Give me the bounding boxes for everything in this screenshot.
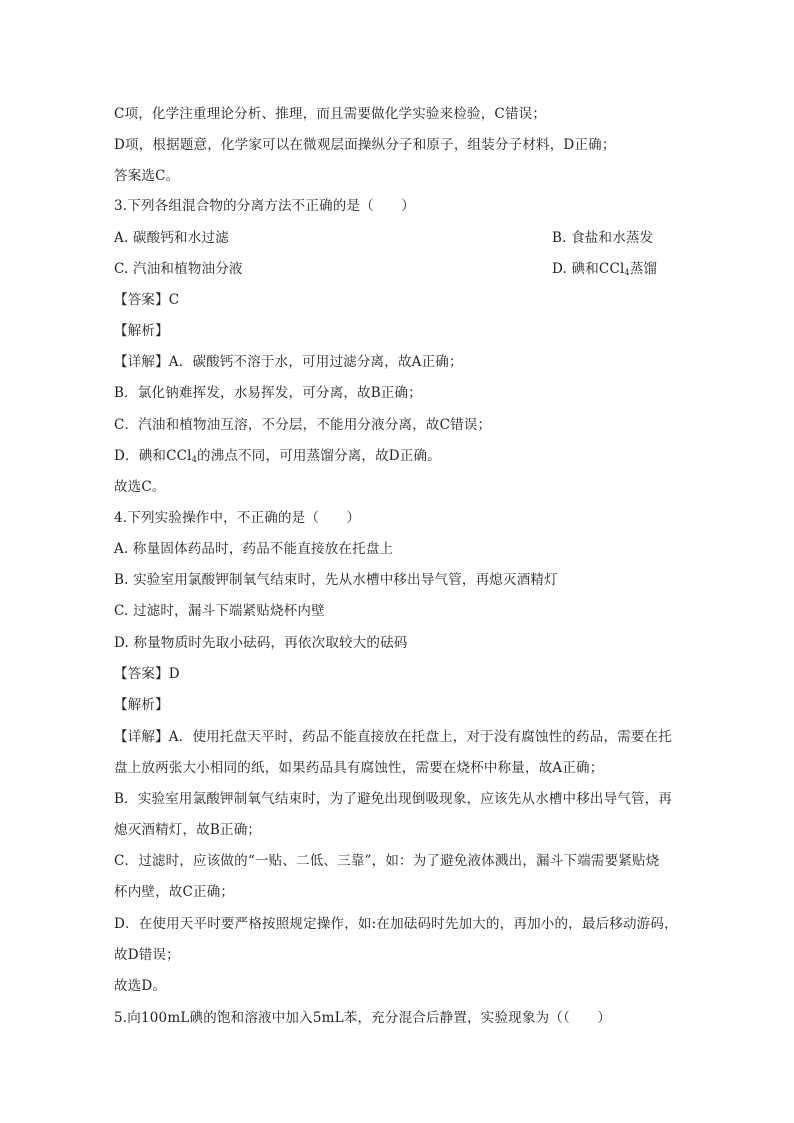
q4-stem: 4.下列实验操作中，不正确的是（ ） [114, 510, 361, 526]
q4-detail-a-line-1: 【详解】A．使用托盘天平时，药品不能直接放在托盘上，对于没有腐蚀性的药品，需要在托 [114, 729, 672, 745]
q3-detail-d [114, 446, 694, 470]
prev-answer-c-line: C项，化学注重理论分析、推理，而且需要做化学实验来检验，C错误； [114, 106, 547, 122]
q4-option-d: D. 称量物质时先取小砝码，再依次取较大的砝码 [114, 635, 408, 651]
q3-option-d [552, 259, 657, 283]
q4-detail-a-line-2: 盘上放两张大小相同的纸，如果药品具有腐蚀性，需要在烧杯中称量，故A正确； [114, 760, 604, 776]
q3-stem: 3.下列各组混合物的分离方法不正确的是（ ） [114, 198, 415, 214]
q4-answer: 【答案】D [114, 666, 180, 682]
q4-detail-c-line-2: 杯内壁，故C正确； [114, 884, 235, 900]
q4-detail-b-line-2: 熄灭酒精灯，故B正确； [114, 822, 262, 838]
q3-option-d-text: D. 碘和CCl [552, 261, 625, 277]
q3-detail-d-rest: 的沸点不同，可用蒸馏分离，故D正确。 [197, 448, 441, 464]
q4-conclusion: 故选D。 [114, 978, 167, 994]
q3-option-d-method: 蒸馏 [629, 261, 658, 277]
prev-answer-d-line: D项，根据题意，化学家可以在微观层面操纵分子和原子，组装分子材料，D正确； [114, 137, 616, 153]
q4-detail-d-line-2: 故D错误； [114, 947, 180, 963]
q3-option-c: C. 汽油和植物油分液 [114, 261, 243, 277]
q3-option-a: A. 碳酸钙和水过滤 [114, 230, 229, 246]
q3-detail-a: 【详解】A．碳酸钙不溶于水，可用过滤分离，故A正确； [114, 354, 463, 370]
q4-option-c: C. 过滤时，漏斗下端紧贴烧杯内壁 [114, 603, 325, 619]
q3-options-row-2 [114, 259, 694, 279]
q3-option-d-subscript: 4 [624, 268, 630, 277]
q4-detail-b-line-1: B．实验室用氯酸钾制氧气结束时，为了避免出现倒吸现象，应该先从水槽中移出导气管，再 [114, 791, 673, 807]
q5-stem: 5.向100mL碘的饱和溶液中加入5mL苯，充分混合后静置，实验现象为（（ ） [114, 1010, 612, 1026]
q3-analysis-heading: 【解析】 [114, 323, 169, 339]
q3-conclusion: 故选C。 [114, 479, 166, 495]
q4-option-a: A. 称量固体药品时，药品不能直接放在托盘上 [114, 541, 394, 557]
q4-detail-d-line-1: D．在使用天平时要严格按照规定操作，如:在加砝码时先加大的，再加小的，最后移动游码， [114, 916, 678, 932]
q3-detail-d-text: D．碘和CCl [114, 448, 192, 464]
q3-detail-b: B．氯化钠难挥发，水易挥发，可分离，故B正确； [114, 385, 422, 401]
q3-answer: 【答案】C [114, 292, 180, 308]
q3-detail-d-subscript: 4 [191, 455, 197, 464]
q3-option-b: B. 食盐和水蒸发 [552, 230, 654, 246]
q4-option-b: B. 实验室用氯酸钾制氧气结束时，先从水槽中移出导气管，再熄灭酒精灯 [114, 572, 558, 588]
q4-detail-c-line-1: C．过滤时，应该做的“一贴、二低、三靠”，如：为了避免液体溅出，漏斗下端需要紧贴烧 [114, 853, 660, 869]
prev-answer-conclusion: 答案选C。 [114, 168, 180, 184]
q3-options-row-1 [114, 228, 694, 248]
q4-analysis-heading: 【解析】 [114, 697, 169, 713]
q3-detail-c: C．汽油和植物油互溶，不分层，不能用分液分离，故C错误； [114, 417, 492, 433]
